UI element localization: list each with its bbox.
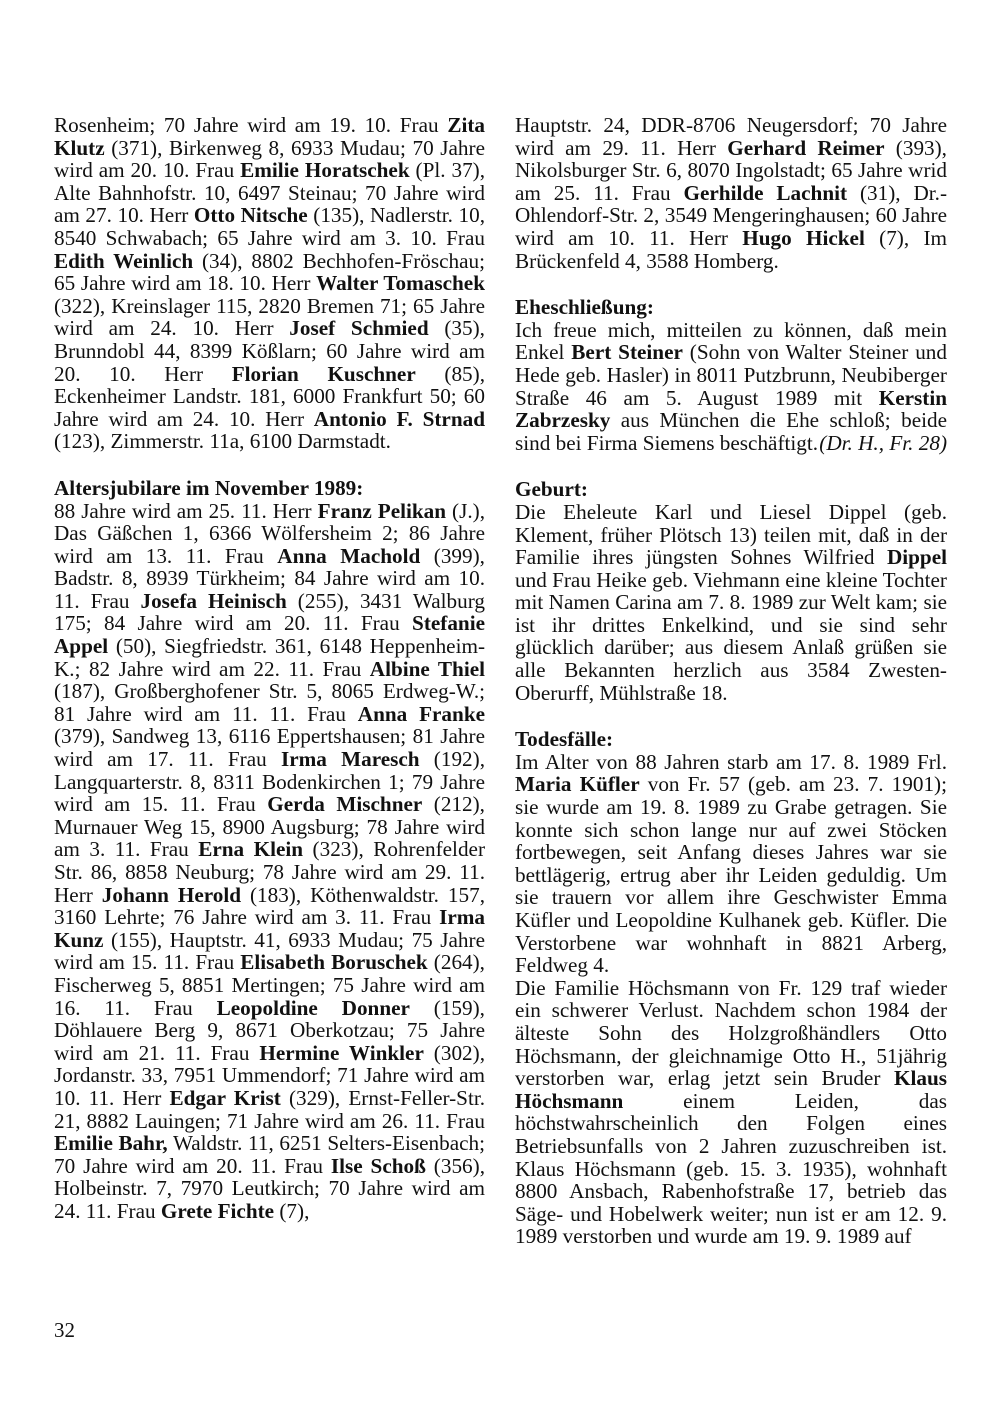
left-column	[54, 114, 485, 1223]
bold-name: Walter Tomaschek	[316, 271, 485, 296]
bold-name: Grete Fichte	[160, 1198, 275, 1223]
bold-name: Johann Herold	[101, 882, 242, 907]
bold-name: Klaus Höchsmann	[515, 1066, 947, 1113]
bold-name: Irma Maresch	[280, 747, 420, 772]
bold-name: Hugo Hickel	[742, 225, 865, 250]
bold-name: Edith Weinlich	[54, 248, 194, 273]
death-notice-kuefler: Im Alter von 88 Jahren starb am 17. 8. 1989 Frl. Maria Küfler von Fr. 57 (geb. am 23. 7. 1901); sie wurde am 19. 8. 1989 zu Grabe getragen. Sie konnte sich schon lange nur auf zwei Stöcken fortbewegen, seit Anfang dieses Jahres war sie bettlägerig, ertrug aber ihr Leiden geduldig. Um sie trauern vor allem ihre Geschwister Emma Küfler und Leopoldine Kulhanek geb. Küfler. Die Verstorbene war wohnhaft in 8821 Arberg, Feldweg 4.	[515, 749, 947, 978]
bold-name: Ilse Schoß	[330, 1153, 426, 1178]
birth-announcement: Die Eheleute Karl und Liesel Dippel (geb. Klement, früher Plötsch 13) teilen mit, daß in der Familie ihres jüngsten Sohnes Wilfried Dippel und Frau Heike geb. Viehmann eine kleine Tochter mit Namen Carina am 7. 8. 1989 zur Welt kam; sie ist ihr drittes Enkelkind, und sie sind sehr glücklich darüber; aus diesem Anlaß grüßen sie alle Bekannten herzlich aus 3584 Zwesten-Oberurff, Mühlstraße 18.	[515, 499, 947, 705]
right-column	[515, 114, 947, 1248]
bold-name: Gerhard Reimer	[727, 135, 885, 160]
bold-name: Emilie Bahr,	[54, 1131, 168, 1156]
bold-name: Florian Kuschner	[231, 361, 416, 386]
bold-name: Edgar Krist	[169, 1085, 281, 1110]
death-notice-hoechsmann: Die Familie Höchsmann von Fr. 129 traf wieder ein schwerer Verlust. Nachdem schon 1984 der älteste Sohn des Holzgroßhändlers Otto Höchsmann, der gleichnamige Otto H., 51jährig verstorben war, erlag jetzt sein Bruder Klaus Höchsmann einem Leiden, das höchstwahrscheinlich den Folgen eines Betriebsunfalls von 2 Jahren zuzuschreiben ist. Klaus Höchsmann (geb. 15. 3. 1935), wohnhaft 8800 Ansbach, Rabenhofstraße 17, betrieb das Säge- und Hobelwerk weiter; nun ist er am 12. 9. 1989 verstorben und wurde am 19. 9. 1989 auf	[515, 975, 947, 1249]
bold-name: Antonio F. Strnad	[313, 406, 485, 431]
bold-name: Anna Franke	[357, 701, 486, 726]
bold-name: Josef Schmied	[289, 316, 429, 341]
bold-name: Gerda Mischner	[267, 792, 423, 817]
bold-name: Dippel	[886, 545, 947, 570]
bold-name: Gerhilde Lachnit	[683, 180, 848, 205]
birthday-list-november-cont: Hauptstr. 24, DDR-8706 Neugersdorf; 70 Jahre wird am 29. 11. Herr Gerhard Reimer (393), Nikolsburger Str. 6, 8070 Ingolstadt; 65 Jahre wrid am 25. 11. Frau Gerhilde Lachnit (31), Dr.-Ohlendorf-Str. 2, 3549 Mengeringhausen; 60 Jahre wird am 10. 11. Herr Hugo Hickel (7), Im Brückenfeld 4, 3588 Homberg.	[515, 113, 948, 273]
heading-wedding: Eheschließung:	[515, 295, 654, 320]
bold-name: Emilie Horatschek	[240, 158, 410, 183]
heading-deaths: Todesfälle:	[515, 727, 614, 752]
bold-name: Josefa Heinisch	[140, 588, 287, 613]
wedding-announcement: Ich freue mich, mitteilen zu können, daß mein Enkel Bert Steiner (Sohn von Walter Steiner und Hede geb. Hasler) in 8011 Putzbrunn, Neubiberger Straße 46 am 5. August 1989 mit Kerstin Zabrzesky aus München die Ehe schloß; beide sind bei Firma Siemens beschäftigt.	[515, 317, 947, 455]
bold-name: Bert Steiner	[571, 340, 683, 365]
heading-birth: Geburt:	[515, 477, 588, 502]
bold-name: Stefanie Appel	[54, 611, 485, 659]
bold-name: Elisabeth Boruschek	[240, 950, 428, 975]
bold-name: Otto Nitsche	[193, 203, 308, 228]
birthday-list-november: 88 Jahre wird am 25. 11. Herr Franz Pelikan (J.), Das Gäßchen 1, 6366 Wölfersheim 2; 86 Jahre wird am 13. 11. Frau Anna Machold (399), Badstr. 8, 8939 Türkheim; 84 Jahre wird am 10. 11. Frau Josefa Heinisch (255), 3431 Walburg 175; 84 Jahre wird am 20. 11. Frau Stefanie Appel (50), Siegfriedstr. 361, 6148 Heppenheim-K.; 82 Jahre wird am 22. 11. Frau Albine Thiel (187), Großberghofener Str. 5, 8065 Erdweg-W.; 81 Jahre wird am 11. 11. Frau Anna Franke (379), Sandweg 13, 6116 Eppertshausen; 81 Jahre wird am 17. 11. Frau Irma Maresch (192), Langquarterstr. 8, 8311 Bodenkirchen 1; 79 Jahre wird am 15. 11. Frau Gerda Mischner (212), Murnauer Weg 15, 8900 Augsburg; 78 Jahre wird am 3. 11. Frau Erna Klein (323), Rohrenfelder Str. 86, 8858 Neuburg; 78 Jahre wird am 29. 11. Herr Johann Herold (183), Köthenwaldstr. 157, 3160 Lehrte; 76 Jahre wird am 3. 11. Frau Irma Kunz (155), Hauptstr. 41, 6933 Mudau; 75 Jahre wird am 15. 11. Frau Elisabeth Boruschek (264), Fischerweg 5, 8851 Mertingen; 75 Jahre wird am 16. 11. Frau Leopoldine Donner (159), Döhlauere Berg 9, 8671 Oberkotzau; 75 Jahre wird am 21. 11. Frau Hermine Winkler (302), Jordanstr. 33, 7951 Ummendorf; 71 Jahre wird am 10. 11. Herr Edgar Krist (329), Ernst-Feller-Str. 21, 8882 Lauingen; 71 Jahre wird am 26. 11. Frau Emilie Bahr, Waldstr. 11, 6251 Selters-Eisenbach; 70 Jahre wird am 20. 11. Frau Ilse Schoß (356), Holbeinstr. 7, 7970 Leutkirch; 70 Jahre wird am 24. 11. Frau Grete Fichte (7),	[54, 498, 486, 1223]
bold-name: Irma Kunz	[54, 905, 485, 952]
page-number: 32	[54, 1318, 75, 1342]
birthday-list-october: Rosenheim; 70 Jahre wird am 19. 10. Frau Zita Klutz (371), Birkenweg 8, 6933 Mudau; 70 Jahre wird am 20. 10. Frau Emilie Horatschek (Pl. 37), Alte Bahnhofstr. 10, 6497 Steinau; 70 Jahre wird am 27. 10. Herr Otto Nitsche (135), Nadlerstr. 10, 8540 Schwabach; 65 Jahre wird am 3. 10. Frau Edith Weinlich (34), 8802 Bechhofen-Fröschau; 65 Jahre wird am 18. 10. Herr Walter Tomaschek (322), Kreinslager 115, 2820 Bremen 71; 65 Jahre wird am 24. 10. Herr Josef Schmied (35), Brunndobl 44, 8399 Kößlarn; 60 Jahre wird am 20. 10. Herr Florian Kuschner (85), Eckenheimer Landstr. 181, 6000 Frankfurt 50; 60 Jahre wird am 24. 10. Herr Antonio F. Strnad (123), Zimmerstr. 11a, 6100 Darmstadt.	[54, 113, 486, 454]
wedding-signature: (Dr. H., Fr. 28)	[819, 430, 947, 455]
bold-name: Leopoldine Donner	[216, 995, 410, 1020]
bold-name: Zita Klutz	[54, 113, 485, 160]
bold-name: Erna Klein	[198, 837, 304, 862]
bold-name: Albine Thiel	[369, 656, 485, 681]
bold-name: Kerstin Zabrzesky	[515, 385, 947, 433]
bold-name: Maria Küfler	[515, 772, 640, 797]
bold-name: Anna Machold	[277, 543, 421, 568]
bold-name: Franz Pelikan	[317, 498, 447, 523]
bold-name: Hermine Winkler	[259, 1040, 424, 1065]
heading-november-jubilees: Altersjubilare im November 1989:	[54, 475, 364, 500]
